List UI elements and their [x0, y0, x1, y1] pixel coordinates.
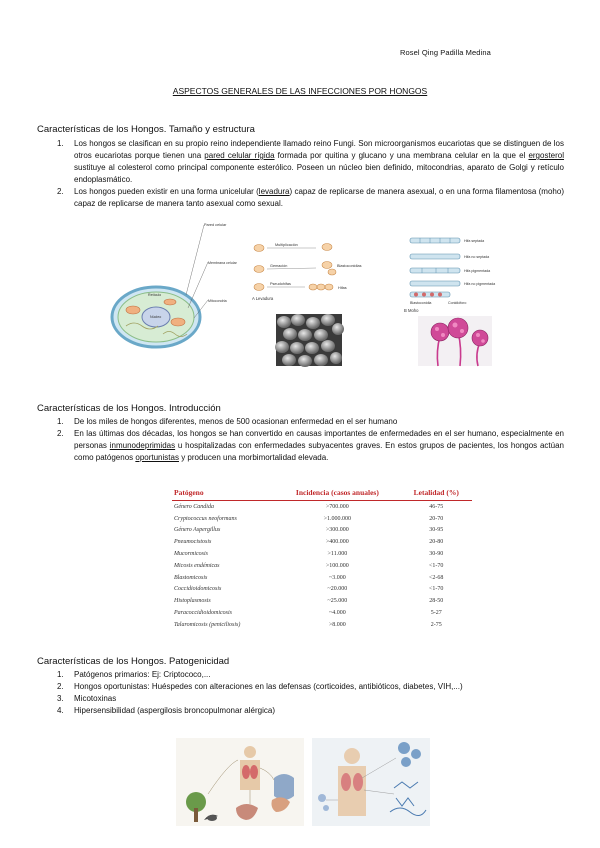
cell-lethality: 2-75 [430, 621, 442, 628]
cell-pathogen: Paracoccidioidomicosis [174, 609, 232, 616]
hyphae-label: Hifa no septada [464, 255, 490, 259]
table-row [172, 572, 472, 584]
budding-label: Multiplicación [275, 243, 298, 247]
section3-heading: Características de los Hongos. Patogenicidad [37, 656, 230, 667]
col-header-incidence: Incidencia (casos anuales) [274, 486, 400, 501]
cell-pathogen: Mucormicosis [174, 551, 208, 558]
document-title: ASPECTOS GENERALES DE LAS INFECCIONES POR HONGOS [172, 86, 428, 96]
cell-lethality: 28-50 [429, 598, 444, 605]
cell-pathogen: Talaromicosis (peniciliosis) [174, 621, 241, 628]
list-item: 1. Los hongos se clasifican en su propio reino independiente llamado reino Fungi. Son microorganismos eucariotas que se distinguen de los otros eucariotas porque tienen una pared celular rígida formada por quitina y glucano y una membrana celular en la que el ergosterol sustituye al colesterol como principal componente esterólico. Poseen un núcleo bien definido, mitocondrias, aparato de Golgi y retículo endoplasmático. [57, 139, 565, 184]
yeast-budding-figure [250, 240, 360, 304]
cell-lethality: 5-27 [430, 609, 442, 616]
table-row [172, 560, 472, 572]
hyphae-label: Conidióforo [448, 301, 467, 305]
cell-lethality: 30-95 [429, 527, 444, 534]
hyphae-label: Hifa septada [464, 239, 485, 243]
table-row [172, 583, 472, 595]
section2-heading: Características de los Hongos. Introducción [37, 403, 221, 414]
list-item: 2. En las últimas dos décadas, los hongos se han convertido en causas importantes de enfermedades en el ser humano, especialmente en personas inmunodeprimidas u hospitalizadas con enfermedades subyacentes graves. En estos grupos de pacientes, los hongos actúan como patógenos oportunistas y producen una morbimortalidad elevada. [57, 429, 565, 462]
fungal-cell-figure [108, 222, 237, 350]
hyphae-caption: B Moho [404, 308, 419, 313]
cell-incidence: ~20.000 [327, 586, 348, 593]
table-header-row [172, 486, 472, 501]
table-row [172, 525, 472, 537]
section1-heading: Características de los Hongos. Tamaño y estructura [37, 124, 255, 135]
cell-incidence: >300.000 [325, 527, 349, 534]
term-oportunistas: oportunistas [135, 453, 179, 462]
cell-incidence: >1.000.000 [323, 515, 352, 522]
cell-incidence: >700.000 [325, 503, 349, 510]
section1-list [57, 138, 564, 210]
table-row [172, 595, 472, 607]
cell-incidence: >8.000 [328, 621, 346, 628]
hyphae-label: Hifa pigmentada [464, 269, 491, 273]
cell-label: Mitocondria [208, 299, 227, 303]
cell-incidence: ~4.000 [329, 609, 346, 616]
list-item: 2. Hongos oportunistas: Huéspedes con alteraciones en las defensas (corticoides, antibióticos, diabetes, VIH,...) [57, 682, 463, 691]
cell-label: Retículo [148, 293, 162, 297]
cell-label: Membrana celular [208, 261, 237, 265]
cell-pathogen: Género Aspergillus [174, 527, 221, 534]
cell-lethality: 46-75 [429, 503, 444, 510]
author-name: Rosel Qing Padilla Medina [400, 48, 491, 57]
term-ergosterol: ergosterol [528, 151, 565, 160]
table-row [172, 607, 472, 619]
list-item: 3. Micotoxinas [57, 694, 117, 703]
term-inmunodeprimidas: inmunodeprimidas [109, 441, 176, 450]
transmission-figure [176, 738, 304, 826]
cell-incidence: >400.000 [325, 539, 349, 546]
list-item: 4. Hipersensibilidad (aspergilosis broncopulmonar alérgica) [57, 706, 275, 715]
cell-pathogen: Histoplasmosis [174, 598, 211, 605]
table-row [172, 619, 472, 631]
cell-lethality: 30-90 [429, 551, 444, 558]
cell-pathogen: Pneumocistosis [174, 539, 212, 546]
yeast-micrograph [276, 314, 342, 366]
cell-pathogen: Coccidioidomicosis [174, 586, 222, 593]
col-header-pathogen: Patógeno [172, 486, 274, 501]
cell-incidence: >100.000 [325, 562, 349, 569]
hyphae-figure [402, 234, 514, 314]
table-row [172, 548, 472, 560]
section2-list [57, 416, 564, 464]
cell-pathogen: Género Candida [174, 503, 214, 510]
cell-label: Núcleo [150, 315, 162, 319]
cell-lethality: <2-68 [429, 574, 444, 581]
budding-label: Pseudohifas [270, 282, 291, 286]
col-header-lethality: Letalidad (%) [401, 486, 473, 501]
cell-lethality: <1-70 [429, 562, 444, 569]
cell-incidence: >11.000 [327, 551, 348, 558]
hyphae-label: Hifa no pigmentada [464, 282, 496, 286]
cell-lethality: <1-70 [429, 586, 444, 593]
section3-list [57, 669, 564, 717]
table-row [172, 536, 472, 548]
mold-micrograph [418, 316, 492, 366]
budding-label: Gemación [270, 264, 288, 268]
list-item: 2. Los hongos pueden existir en una forma unicelular (levadura) capaz de replicarse de manera asexual, o en una forma filamentosa (moho) capaz de replicarse de manera tanto asexual como sexual. [57, 187, 564, 208]
cell-lethality: 20-70 [429, 515, 444, 522]
hyphae-label: Blastoconidia [410, 301, 432, 305]
list-item: 1. De los miles de hongos diferentes, menos de 500 ocasionan enfermedad en el ser humano [57, 417, 398, 426]
budding-caption: A Levadura [252, 296, 274, 301]
term-levadura: levadura [258, 187, 290, 196]
cell-pathogen: Blastomicosis [174, 574, 208, 581]
incidence-table [172, 486, 472, 631]
list-item: 1. Patógenos primarios: Ej: Criptococo,... [57, 670, 211, 679]
cell-pathogen: Cryptococcus neoformans [174, 515, 237, 522]
cell-label: Pared celular [204, 223, 227, 227]
cell-incidence: ~25.000 [327, 598, 348, 605]
cell-pathogen: Micosis endémicas [174, 562, 220, 569]
cell-incidence: ~3.000 [329, 574, 346, 581]
cell-lethality: 20-80 [429, 539, 444, 546]
budding-label: Hifas [338, 286, 347, 290]
table-row [172, 513, 472, 525]
infection-sites-figure [312, 738, 430, 826]
budding-label: Blastoconidias [337, 264, 362, 268]
table-row [172, 501, 472, 513]
term-pared-celular: pared celular rígida [204, 151, 275, 160]
